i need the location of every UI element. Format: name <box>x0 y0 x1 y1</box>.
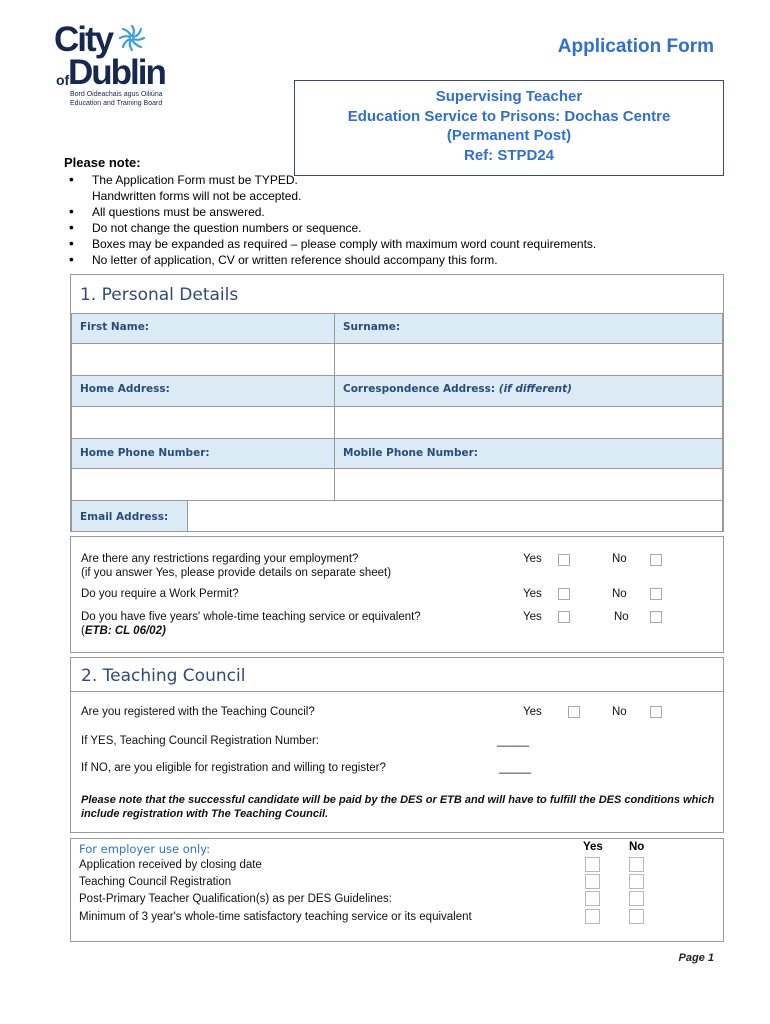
teaching-service-question: Do you have five years' whole-time teaching service or equivalent? <box>81 611 421 623</box>
work-permit-no-checkbox[interactable] <box>650 588 662 600</box>
logo-subtitle: Bord Oideachais agus Oiliúna Education and Training Board <box>70 91 163 107</box>
restrictions-note: (if you answer Yes, please provide details on separate sheet) <box>81 567 392 579</box>
employer-yes-header: Yes <box>583 841 603 853</box>
no-label: No <box>614 611 629 623</box>
form-title: Application Form <box>557 36 714 57</box>
surname-field[interactable] <box>334 343 723 376</box>
post-ref: Ref: STPD24 <box>463 146 555 164</box>
employer-yes-checkbox[interactable] <box>585 874 600 889</box>
yes-label: Yes <box>523 588 542 600</box>
notes-heading: Please note: <box>64 155 141 170</box>
employer-check-item: Post-Primary Teacher Qualification(s) as per DES Guidelines: <box>79 893 392 905</box>
employment-questions-box <box>70 536 724 653</box>
yes-label: Yes <box>523 706 542 718</box>
post-line: (Permanent Post) <box>446 127 572 144</box>
employer-yes-checkbox[interactable] <box>585 891 600 906</box>
note-item: • All questions must be answered. <box>92 204 596 220</box>
city-of-dublin-logo <box>54 22 164 112</box>
registered-question: Are you registered with the Teaching Council? <box>81 706 315 718</box>
email-label: Email Address: <box>71 500 188 532</box>
home-address-field[interactable] <box>71 406 335 439</box>
teaching-council-section <box>70 657 724 833</box>
logo-burst-icon <box>116 22 148 54</box>
work-permit-yes-checkbox[interactable] <box>558 588 570 600</box>
restrictions-question: Are there any restrictions regarding your employment? <box>81 553 359 565</box>
eligibility-question: If NO, are you eligible for registration and willing to register? <box>81 762 386 774</box>
note-item: • Do not change the question numbers or sequence. <box>92 220 596 236</box>
employer-no-checkbox[interactable] <box>629 857 644 872</box>
home-phone-field[interactable] <box>71 468 335 501</box>
no-label: No <box>612 553 627 565</box>
employer-no-checkbox[interactable] <box>629 891 644 906</box>
page-number: Page 1 <box>678 952 714 964</box>
teaching-council-header <box>71 658 723 692</box>
email-field[interactable] <box>187 500 723 532</box>
employer-yes-checkbox[interactable] <box>585 857 600 872</box>
teaching-service-yes-checkbox[interactable] <box>558 611 570 623</box>
first-name-label: First Name: <box>71 313 335 344</box>
logo-dublin-text: Dublin <box>68 53 165 92</box>
teaching-service-no-checkbox[interactable] <box>650 611 662 623</box>
council-payment-note: Please note that the successful candidate will be paid by the DES or ETB and will have to fulfill the DES conditions which include registration with The Teaching Council. <box>81 794 715 820</box>
note-item: • Boxes may be expanded as required – please comply with maximum word count requirements. <box>92 236 596 252</box>
mobile-phone-field[interactable] <box>334 468 723 501</box>
notes-list <box>64 172 596 268</box>
mobile-phone-label: Mobile Phone Number: <box>334 438 723 469</box>
registration-number-question: If YES, Teaching Council Registration Number: <box>81 735 320 747</box>
first-name-field[interactable] <box>71 343 335 376</box>
section-title: 1. Personal Details <box>80 285 239 305</box>
no-label: No <box>612 706 627 718</box>
note-item: • No letter of application, CV or written reference should accompany this form. <box>92 252 596 268</box>
logo-of-text: of <box>56 72 70 88</box>
registration-number-blank[interactable]: _____ <box>497 735 529 747</box>
yes-label: Yes <box>523 553 542 565</box>
restrictions-yes-checkbox[interactable] <box>558 554 570 566</box>
surname-label: Surname: <box>334 313 723 344</box>
personal-details-section <box>70 274 724 532</box>
registered-yes-checkbox[interactable] <box>568 706 580 718</box>
employer-use-heading: For employer use only: <box>79 842 211 856</box>
employer-check-item: Teaching Council Registration <box>79 876 232 888</box>
post-line: Supervising Teacher <box>435 88 583 105</box>
employer-check-item: Minimum of 3 year's whole-time satisfactory teaching service or its equivalent <box>79 911 472 923</box>
post-line: Education Service to Prisons: Dochas Centre <box>347 107 671 125</box>
yes-label: Yes <box>523 611 542 623</box>
eligibility-blank[interactable]: _____ <box>499 762 531 774</box>
restrictions-no-checkbox[interactable] <box>650 554 662 566</box>
employer-no-checkbox[interactable] <box>629 909 644 924</box>
home-address-label: Home Address: <box>71 375 335 407</box>
no-label: No <box>612 588 627 600</box>
correspondence-address-field[interactable] <box>334 406 723 439</box>
teaching-service-note: (ETB: CL 06/02) <box>81 625 166 637</box>
work-permit-question: Do you require a Work Permit? <box>81 588 239 600</box>
home-phone-label: Home Phone Number: <box>71 438 335 469</box>
section-title: 2. Teaching Council <box>81 666 246 686</box>
employer-yes-checkbox[interactable] <box>585 909 600 924</box>
employer-no-checkbox[interactable] <box>629 874 644 889</box>
employer-no-header: No <box>629 841 645 853</box>
logo-city-text: City <box>54 20 113 59</box>
registered-no-checkbox[interactable] <box>650 706 662 718</box>
post-details-box <box>294 80 724 176</box>
employer-use-section <box>70 838 724 942</box>
correspondence-address-label: Correspondence Address: (if different) <box>334 375 723 407</box>
note-item: • The Application Form must be TYPED. Handwritten forms will not be accepted. <box>92 172 357 204</box>
employer-check-item: Application received by closing date <box>79 859 262 871</box>
